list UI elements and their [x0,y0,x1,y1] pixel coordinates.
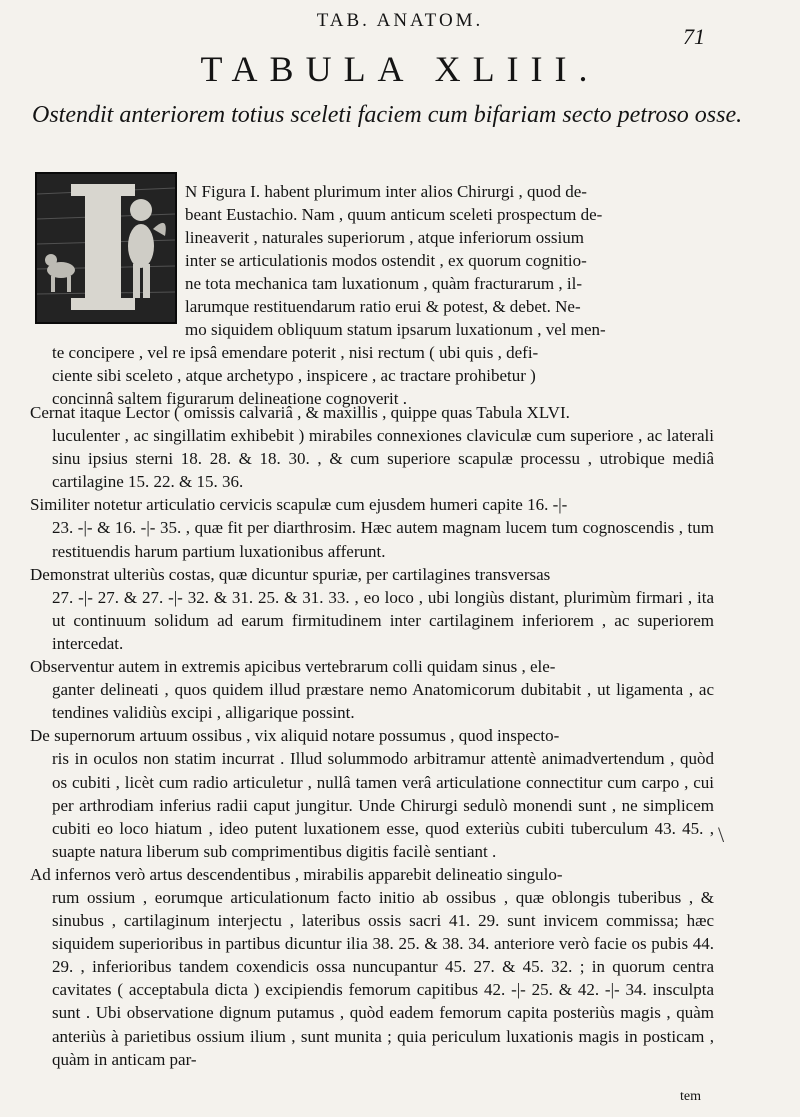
text-line: lineaverit , naturales superiorum , atque inferiorum ossium [185,228,584,247]
text-line: concinnâ saltem figurarum delineatione cognoverit . [52,389,407,408]
paragraph [30,563,714,655]
paragraph-continuation: ris in oculos non statim incurrat . Illud solummodo arbitramur attentè animadvertendum , quòd os cubiti , licèt cum radio articuletur , nullâ tamen verâ articulatione connectitur cum carpo , cui per arthrodiam inferius radii caput jungitur. Unde Chirurgi sedulò monendi sunt , ne simplicem cubiti eo loco hiatum , ideo putent luxationem esse, quod exteriùs cubiti tuberculum 43. 45. , suapte natura liberum sub comprimentibus digitis facilè sentiant . [52,749,714,861]
paragraph-continuation: 27. -|- 27. & 27. -|- 32. & 31. 25. & 31. 33. , eo loco , ubi longiùs distant, plurimùm firmari , ita ut continuum solidum ad earum firmitudinem inter cartilaginem inferiorem , ac superiorem intercedat. [52,587,714,653]
text-line: N Figura I. habent plurimum inter alios Chirurgi , quod de- [185,182,587,201]
decorated-initial-illustration [35,172,177,324]
paragraph [30,724,714,863]
paragraph-first-line: Ad infernos verò artus descendentibus , mirabilis apparebit delineatio singulo- [30,864,563,884]
paragraph [30,493,714,562]
paragraph [30,655,714,724]
paragraph-continuation: 23. -|- & 16. -|- 35. , quæ fit per diarthrosim. Hæc autem magnam lucem tum cognoscendis , tum restituendis harum partium luxationibus afferunt. [52,518,714,561]
paragraph [30,401,714,493]
page-number: 71 [683,24,705,49]
text-line: ciente sibi sceleto , atque archetypo , inspicere , ac tractare prohibetur ) [52,366,536,385]
paragraph-first-line: Demonstrat ulteriùs costas, quæ dicuntur spuriæ, per cartilagines transversas [30,564,551,584]
text-line: te concipere , vel re ipsâ emendare poterit , nisi rectum ( ubi quis , defi- [52,343,539,362]
paragraph-first-line: Observentur autem in extremis apicibus vertebrarum colli quidam sinus , ele- [30,657,556,677]
text-line: mo siquidem obliquum statum ipsarum luxationum , vel men- [185,320,606,339]
plate-subtitle: Ostendit anteriorem totius sceleti faciem cum bifariam secto petroso osse. [32,102,743,128]
paragraph [30,863,714,1071]
paragraph-first-line: Similiter notetur articulatio cervicis scapulæ cum ejusdem humeri capite 16. -|- [30,495,568,515]
text-line: beant Eustachio. Nam , quum anticum sceleti prospectum de- [185,205,603,224]
running-head: TAB. ANATOM. [316,10,484,31]
text-line: larumque restituendarum ratio erui & potest, & debet. Ne- [185,297,581,316]
paragraph-continuation: luculenter , ac singillatim exhibebit ) mirabiles connexiones claviculæ cum superiore , ac laterali sinu ipsius sterni 18. 28. & 18. 30. , & cum superiore scapulæ processu , utrobique mediâ cartilagine 15. 22. & 15. 36. [52,426,714,492]
body-text [30,401,714,1071]
text-line: ne tota mechanica tam luxationum , quàm fracturarum , il- [185,274,582,293]
paragraph-first-line: De supernorum artuum ossibus , vix aliquid notare possumus , quod inspecto- [30,726,560,746]
margin-mark: \ [718,822,725,847]
text-line: inter se articulationis modos ostendit , ex quorum cognitio- [185,251,587,270]
plate-title: TABULA XLIII. [200,49,600,89]
paragraph-continuation: ganter delineati , quos quidem illud præstare nemo Anatomicorum dubitabit , ut ligamenta , ac tendines validiùs excipi , alligarique possint. [52,680,714,723]
paragraph-continuation: rum ossium , eorumque articulationum facto initio ab ossibus , quæ oblongis tuberibus , & sinubus , cartilaginum interjectu , lateribus ossis sacri 41. 29. sunt invicem commissa; hæc siquidem superioribus in partibus dicuntur ilia 38. 25. & 38. 34. anteriore verò facie os pubis 44. 29. , inferioribus tandem coxendicis ossa nuncupantur 45. 27. & 45. 32. ; in quorum centra cavitates ( acceptabula dicta ) excipiendis femorum capitibus 42. -|- 25. & 42. -|- 34. insculpta sunt . Ubi observatione dignum putamus , quòd eadem femorum capita posteriùs magis , quàm anteriùs à parietibus ossium ilium , sunt munita ; quia periculum luxationis magis in posticam , quàm in anticam par- [52,887,714,1069]
catchword: tem [680,1089,701,1104]
paragraph-first-line: Cernat itaque Lector ( omissis calvariâ , & maxillis , quippe quas Tabula XLVI. [30,403,570,422]
